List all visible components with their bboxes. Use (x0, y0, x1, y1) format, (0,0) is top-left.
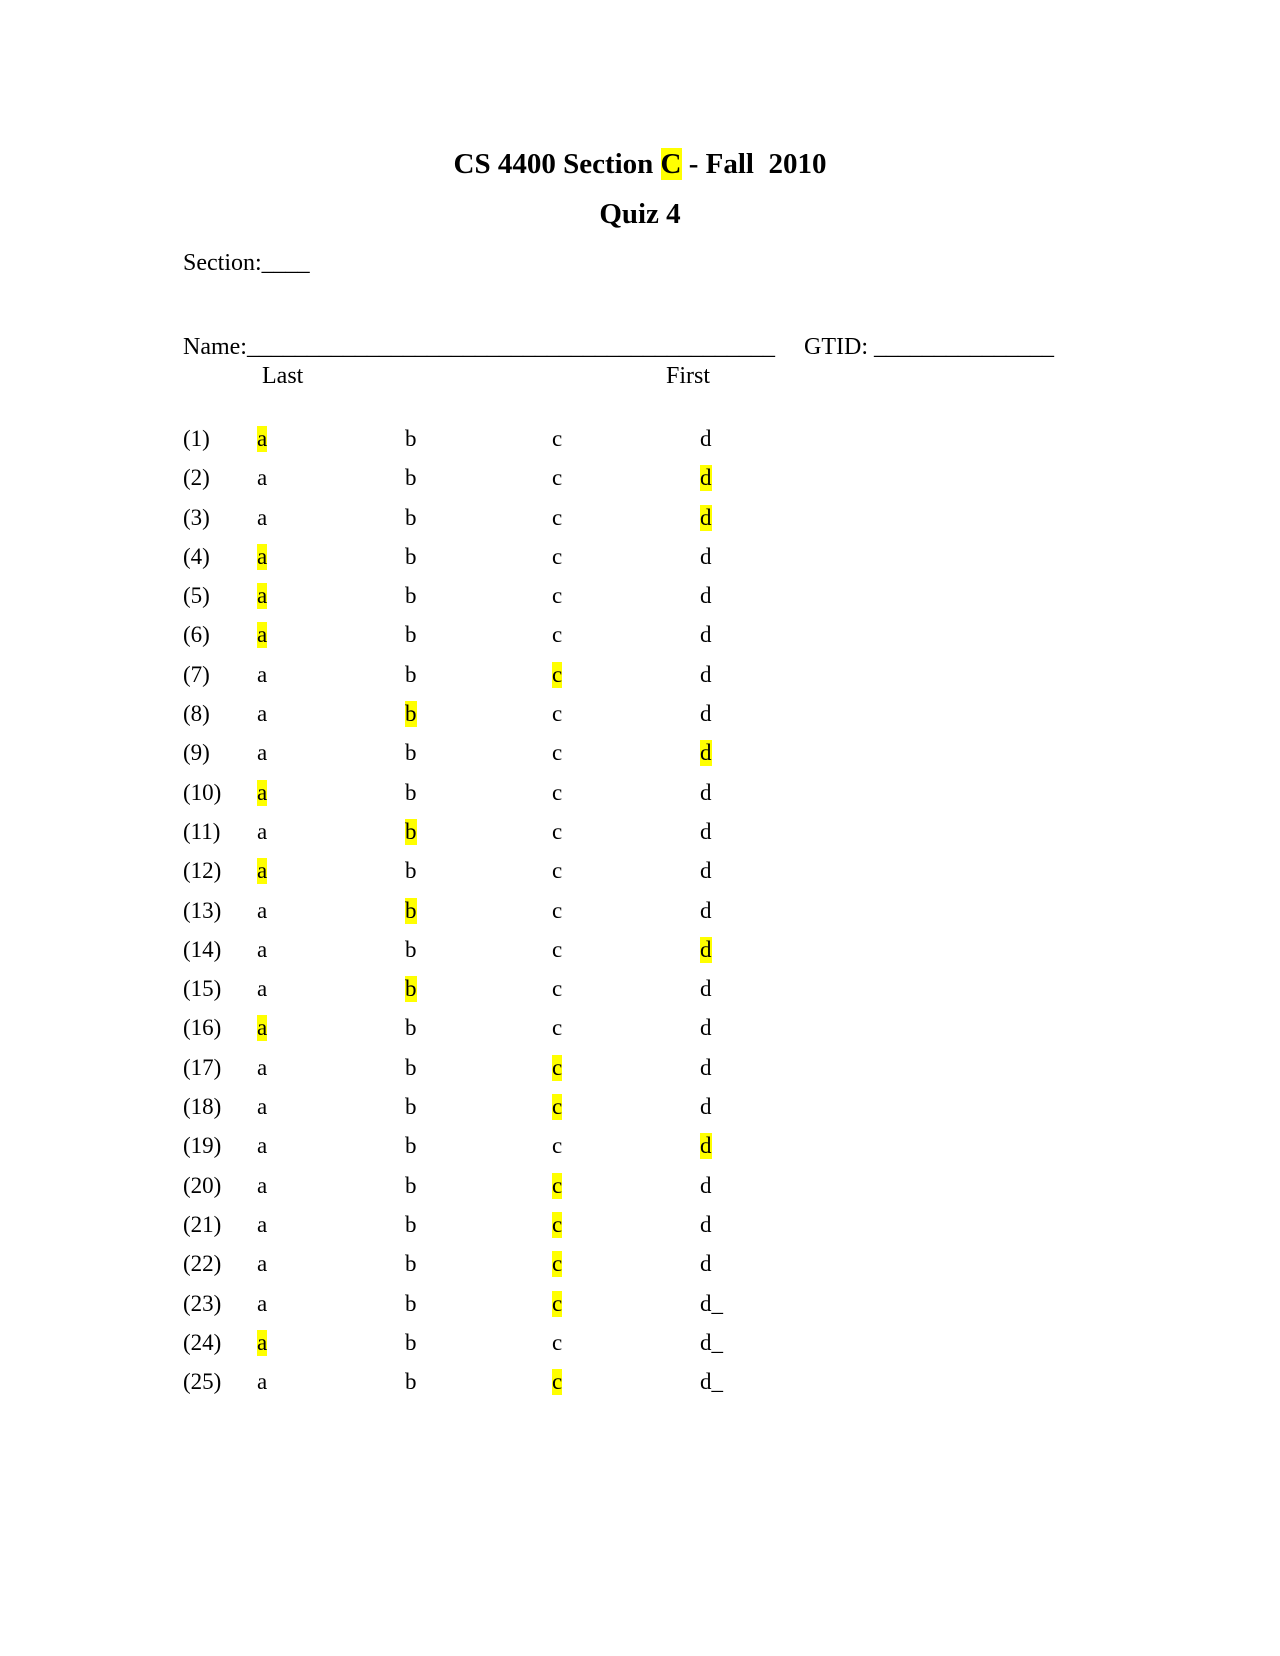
question-row (0, 740, 1280, 779)
option-a-highlighted: a (257, 543, 268, 569)
option-c-highlighted: c (552, 1054, 563, 1080)
question-number: (9) (183, 740, 210, 766)
option-a: a (257, 1172, 268, 1198)
option-c: c (552, 858, 563, 884)
option-d: d (700, 701, 712, 727)
option-c: c (552, 701, 563, 727)
question-number: (4) (183, 543, 210, 569)
option-c-highlighted: c (552, 1369, 563, 1395)
option-d: d (700, 897, 712, 923)
option-b: b (405, 1211, 417, 1237)
option-a: a (257, 1211, 268, 1237)
option-d: d_ (700, 1329, 723, 1355)
option-d: d (700, 583, 712, 609)
option-a: a (257, 1290, 268, 1316)
option-b: b (405, 504, 417, 530)
option-b: b (405, 858, 417, 884)
option-a: a (257, 936, 268, 962)
option-d: d (700, 661, 712, 687)
option-a: a (257, 1133, 268, 1159)
option-d: d (700, 622, 712, 648)
option-c: c (552, 504, 563, 530)
option-b: b (405, 1251, 417, 1277)
option-a: a (257, 465, 268, 491)
option-b: b (405, 1172, 417, 1198)
option-c: c (552, 740, 563, 766)
question-row (0, 1369, 1280, 1408)
question-row (0, 662, 1280, 701)
question-row (0, 1094, 1280, 1133)
option-a-highlighted: a (257, 622, 268, 648)
question-row (0, 1055, 1280, 1094)
option-d-highlighted: d (700, 465, 712, 491)
option-b-highlighted: b (405, 701, 417, 727)
option-b: b (405, 936, 417, 962)
option-c: c (552, 1133, 563, 1159)
question-number: (17) (183, 1054, 222, 1080)
question-row (0, 1015, 1280, 1054)
question-row (0, 544, 1280, 583)
gtid-field: GTID: _______________ (804, 334, 1054, 360)
question-number: (1) (183, 426, 210, 451)
option-a: a (257, 701, 268, 727)
option-a-highlighted: a (257, 858, 268, 884)
option-c-highlighted: c (552, 1211, 563, 1237)
question-row (0, 1212, 1280, 1251)
option-c-highlighted: c (552, 1290, 563, 1316)
option-a-highlighted: a (257, 779, 268, 805)
option-b: b (405, 1015, 417, 1041)
question-number: (15) (183, 976, 222, 1002)
question-number: (16) (183, 1015, 222, 1041)
question-number: (19) (183, 1133, 222, 1159)
option-c: c (552, 976, 563, 1002)
option-b: b (405, 1290, 417, 1316)
option-c: c (552, 936, 563, 962)
question-number: (2) (183, 465, 210, 491)
option-d-highlighted: d (700, 740, 712, 766)
option-d: d_ (700, 1290, 723, 1316)
title-section-highlight: C (660, 148, 682, 180)
option-d: d (700, 1094, 712, 1120)
question-number: (3) (183, 504, 210, 530)
option-d-highlighted: d (700, 504, 712, 530)
option-a: a (257, 1369, 268, 1395)
option-b: b (405, 1369, 417, 1395)
option-a: a (257, 661, 268, 687)
option-d-highlighted: d (700, 1133, 712, 1159)
question-number: (11) (183, 818, 221, 844)
option-b-highlighted: b (405, 818, 417, 844)
option-b-highlighted: b (405, 897, 417, 923)
option-b: b (405, 543, 417, 569)
option-b: b (405, 1329, 417, 1355)
question-row (0, 426, 1280, 465)
question-row (0, 1133, 1280, 1172)
question-number: (10) (183, 779, 222, 805)
question-number: (13) (183, 897, 222, 923)
option-b-highlighted: b (405, 976, 417, 1002)
option-b: b (405, 740, 417, 766)
question-row (0, 1330, 1280, 1369)
option-b: b (405, 426, 417, 451)
option-d: d (700, 1211, 712, 1237)
option-a: a (257, 504, 268, 530)
question-row (0, 505, 1280, 544)
option-a-highlighted: a (257, 426, 268, 451)
option-d: d (700, 818, 712, 844)
option-c: c (552, 897, 563, 923)
option-b: b (405, 465, 417, 491)
option-d: d (700, 1251, 712, 1277)
question-number: (8) (183, 701, 210, 727)
question-number: (22) (183, 1251, 222, 1277)
question-row (0, 976, 1280, 1015)
question-number: (5) (183, 583, 210, 609)
option-c-highlighted: c (552, 1094, 563, 1120)
option-c-highlighted: c (552, 1251, 563, 1277)
option-a-highlighted: a (257, 583, 268, 609)
question-number: (18) (183, 1094, 222, 1120)
option-b: b (405, 1054, 417, 1080)
option-a: a (257, 740, 268, 766)
option-d: d (700, 1054, 712, 1080)
option-d: d (700, 779, 712, 805)
option-b: b (405, 661, 417, 687)
option-b: b (405, 622, 417, 648)
option-c: c (552, 426, 563, 451)
option-d: d (700, 543, 712, 569)
question-number: (14) (183, 936, 222, 962)
option-b: b (405, 583, 417, 609)
option-c: c (552, 543, 563, 569)
answer-list (0, 426, 1280, 1408)
question-row (0, 898, 1280, 937)
option-c: c (552, 622, 563, 648)
question-number: (6) (183, 622, 210, 648)
question-number: (20) (183, 1172, 222, 1198)
quiz-subtitle: Quiz 4 (599, 198, 681, 230)
question-row (0, 858, 1280, 897)
last-name-label: Last (262, 363, 304, 389)
question-row (0, 937, 1280, 976)
option-d: d (700, 1015, 712, 1041)
first-name-label: First (666, 363, 711, 389)
question-number: (25) (183, 1369, 222, 1395)
option-a: a (257, 818, 268, 844)
question-row (0, 622, 1280, 661)
option-a: a (257, 1094, 268, 1120)
option-b: b (405, 779, 417, 805)
question-row (0, 1173, 1280, 1212)
title-prefix: CS 4400 Section (453, 148, 661, 180)
option-d: d (700, 976, 712, 1002)
option-a: a (257, 1054, 268, 1080)
option-c: c (552, 779, 563, 805)
question-number: (7) (183, 661, 210, 687)
option-c: c (552, 818, 563, 844)
question-number: (24) (183, 1329, 222, 1355)
option-c: c (552, 583, 563, 609)
question-number: (12) (183, 858, 222, 884)
option-c: c (552, 1329, 563, 1355)
question-row (0, 1251, 1280, 1290)
option-c: c (552, 465, 563, 491)
option-c: c (552, 1015, 563, 1041)
option-a-highlighted: a (257, 1329, 268, 1355)
option-a: a (257, 1251, 268, 1277)
option-d: d_ (700, 1369, 723, 1395)
question-number: (23) (183, 1290, 222, 1316)
option-a-highlighted: a (257, 1015, 268, 1041)
question-row (0, 701, 1280, 740)
option-d-highlighted: d (700, 936, 712, 962)
name-field: Name:____________________________________________ (183, 334, 775, 360)
question-row (0, 780, 1280, 819)
option-c-highlighted: c (552, 1172, 563, 1198)
option-b: b (405, 1094, 417, 1120)
question-number: (21) (183, 1211, 222, 1237)
option-b: b (405, 1133, 417, 1159)
section-field: Section:____ (183, 250, 310, 276)
title-suffix: - Fall 2010 (681, 148, 827, 180)
option-a: a (257, 897, 268, 923)
page-title (0, 148, 1280, 181)
question-row (0, 583, 1280, 622)
question-row (0, 819, 1280, 858)
option-a: a (257, 976, 268, 1002)
question-row (0, 1291, 1280, 1330)
option-d: d (700, 426, 712, 451)
option-d: d (700, 1172, 712, 1198)
question-row (0, 465, 1280, 504)
option-d: d (700, 858, 712, 884)
option-c-highlighted: c (552, 661, 563, 687)
